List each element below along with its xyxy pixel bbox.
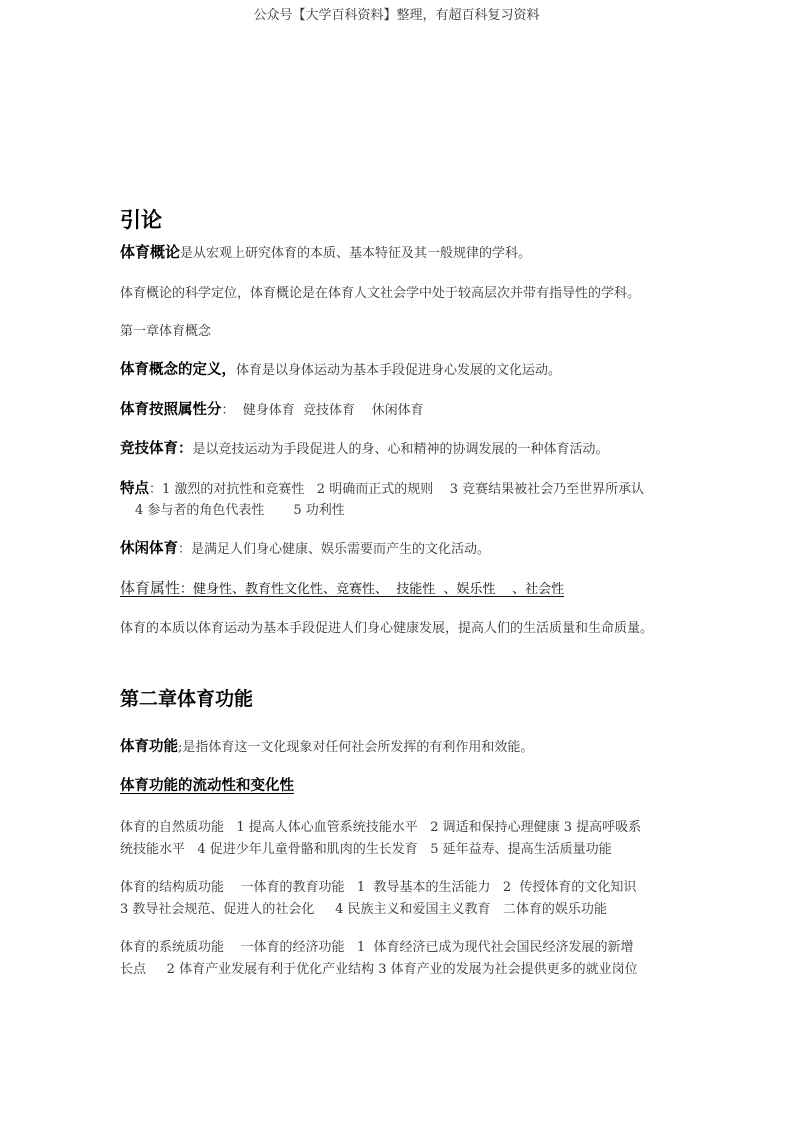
definition-text: 是从宏观上研究体育的本质、基本特征及其一般规律的学科。: [180, 246, 532, 261]
classification-items: 健身体育 竞技体育 休闲体育: [234, 403, 424, 418]
intro-positioning: 体育概论的科学定位，体育概论是在体育人文社会学中处于较高层次并带有指导性的学科。: [120, 286, 641, 301]
competitive-sport: [120, 439, 680, 460]
term: 体育功能: [120, 739, 178, 755]
attributes: [120, 578, 680, 600]
definition-text: ;是指体育这一文化现象对任何社会所发挥的有利作用和效能。: [178, 740, 534, 755]
attributes-label: 体育属性: [120, 579, 181, 597]
chapter2-title: 第二章体育功能: [120, 688, 254, 710]
definition-text: ：是满足人们身心健康、娱乐需要而产生的文化活动。: [178, 542, 491, 557]
essence: 体育的本质以体育运动为基本手段促进人们身心健康发展，提高人们的生活质量和生命质量。: [120, 621, 654, 636]
term: 竞技体育：: [120, 441, 193, 457]
term: 特点: [120, 481, 149, 497]
function-subheading: [120, 776, 680, 797]
natural-function-line2: 统技能水平 4 促进少年儿童骨骼和肌肉的生长发育 5 延年益寿、提高生活质量功能: [120, 842, 612, 857]
systemic-function-line1: 体育的系统质功能 一体育的经济功能 1 体育经济已成为现代社会国民经济发展的新增: [120, 940, 634, 955]
term: 体育概念的定义，: [120, 362, 236, 378]
structural-function-line2: 3 教导社会规范、促进人的社会化 4 民族主义和爱国主义教育 二体育的娱乐功能: [120, 902, 607, 917]
intro-title: 引论: [120, 208, 162, 232]
concept-definition: [120, 360, 680, 381]
term: 体育概论: [120, 243, 181, 261]
features-line2: [135, 500, 695, 521]
features-text: 4 参与者的角色代表性 5 功利性: [135, 503, 345, 518]
classification: [120, 400, 680, 421]
term: 体育按照属性分: [120, 402, 222, 418]
leisure-sport: [120, 539, 680, 560]
page-header: 公众号【大学百科资料】整理，有超百科复习资料: [253, 8, 540, 23]
systemic-function-line2: 长点 2 体育产业发展有利于优化产业结构 3 体育产业的发展为社会提供更多的就业岗位: [120, 962, 638, 977]
term: 休闲体育: [120, 541, 178, 557]
definition-text: 是以竞技运动为手段促进人的身、心和精神的协调发展的一种体育活动。: [192, 442, 609, 457]
natural-function-line1: 体育的自然质功能 1 提高人体心血管系统技能水平 2 调适和保持心理健康 3 提高呼吸系: [120, 820, 642, 835]
attributes-text: ：健身性、教育性文化性、竞赛性、 技能性 、娱乐性 、社会性: [180, 582, 565, 597]
features-line1: ：1 激烈的对抗性和竞赛性 2 明确而正式的规则 3 竞赛结果被社会乃至世界所承认: [149, 482, 645, 497]
chapter1-title: 第一章体育概念: [120, 324, 212, 339]
features: [120, 479, 680, 500]
intro-definition: [120, 242, 680, 264]
subheading-text: 体育功能的流动性和变化性: [120, 778, 294, 794]
definition-text: 体育是以身体运动为基本手段促进身心发展的文化运动。: [236, 363, 562, 378]
structural-function-line1: 体育的结构质功能 一体育的教育功能 1 教导基本的生活能力 2 传授体育的文化知识: [120, 880, 637, 895]
separator: ：: [221, 403, 235, 418]
function-definition: [120, 737, 680, 758]
